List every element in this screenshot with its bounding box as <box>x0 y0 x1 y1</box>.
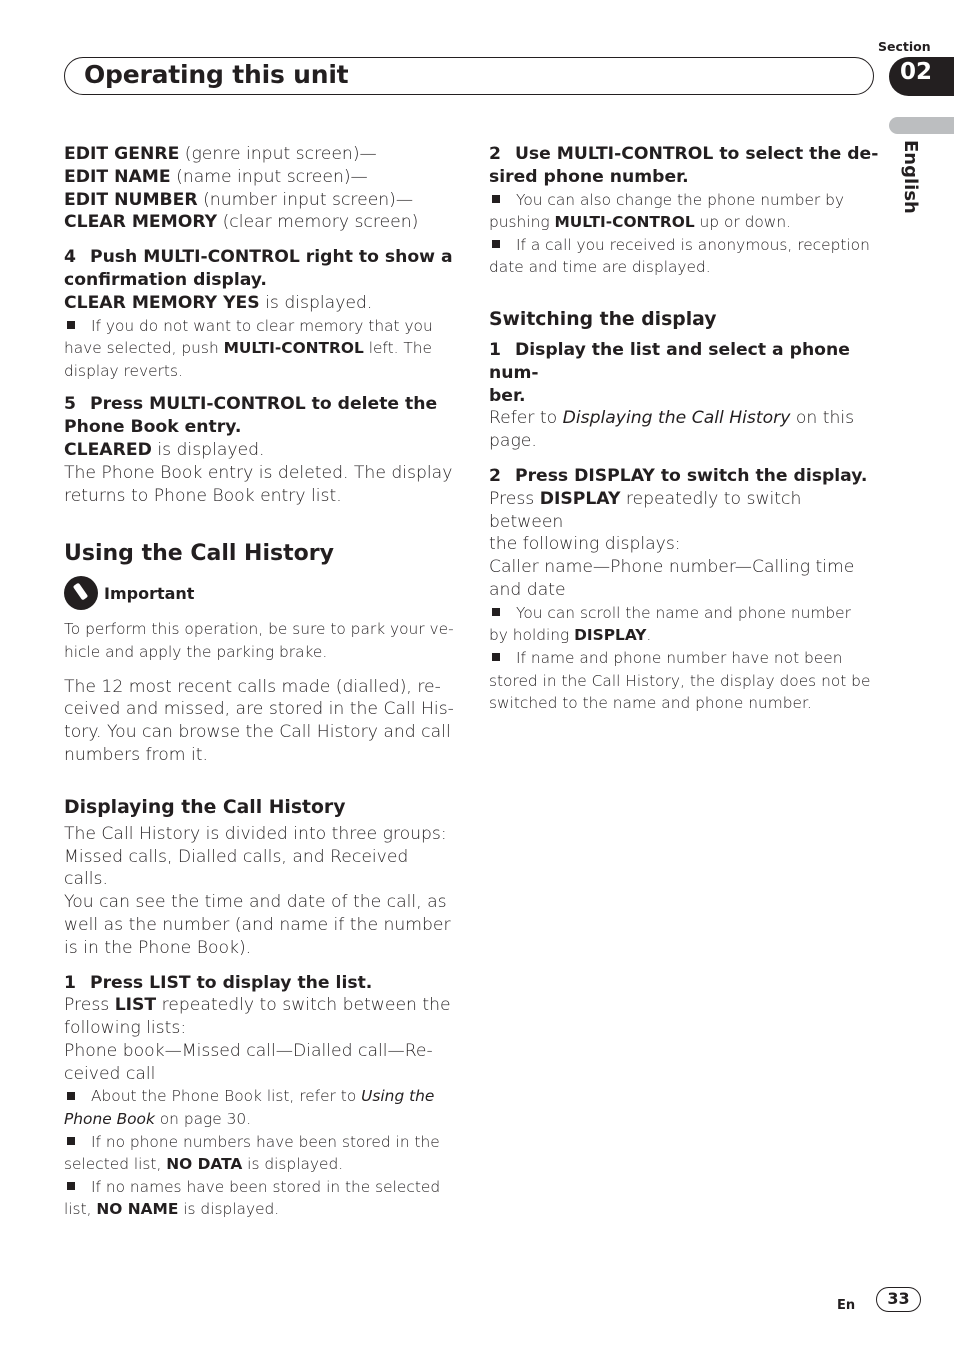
step-heading: ber. <box>489 385 526 406</box>
bullet-square-icon <box>67 321 75 329</box>
call-history-section: Using the Call History Important To perform this operation, be sure to park your ve- hicle and apply the parking brake. The 12 most recent calls made (dialled), re- ceived and missed, are stored in the Call His- tory. You can browse the Call History and call numbers from it. <box>64 541 456 766</box>
note: If no phone numbers have been stored in the <box>64 1131 456 1154</box>
note: You can also change the phone number by <box>489 189 881 212</box>
step-result: CLEAR MEMORY YES is displayed. <box>64 292 373 313</box>
step-5: 5 Press MULTI-CONTROL to delete the Phone Book entry. CLEARED is displayed. The Phone Book entry is deleted. The display returns to Phone Book entry list. <box>64 393 456 507</box>
step-heading: 2 Use MULTI-CONTROL to select the de- <box>489 144 879 164</box>
note: If no names have been stored in the selected <box>64 1176 456 1199</box>
step-heading: 1 Press LIST to display the list. <box>64 972 373 993</box>
subsection-heading: Displaying the Call History <box>64 796 346 818</box>
section-label: Section <box>878 39 931 54</box>
bullet-square-icon <box>67 1182 75 1190</box>
step-2-select: 2 Use MULTI-CONTROL to select the de- sired phone number. You can also change the phone number by pushing MULTI-CONTROL up or down. If a call you received is anonymous, reception date and time are displayed. <box>489 143 881 279</box>
note: About the Phone Book list, refer to Using the <box>64 1085 456 1108</box>
bullet-square-icon <box>492 653 500 661</box>
bullet-square-icon <box>492 240 500 248</box>
step-result: CLEARED is displayed. <box>64 439 265 460</box>
page-title: Operating this unit <box>84 60 349 89</box>
step-heading: 4 Push MULTI-CONTROL right to show a <box>64 247 453 268</box>
step-heading: 5 Press MULTI-CONTROL to delete the <box>64 394 438 415</box>
important-label: Important <box>104 583 195 603</box>
language-tab-bar <box>889 117 954 134</box>
note: You can scroll the name and phone number <box>489 602 881 625</box>
bullet-square-icon <box>67 1137 75 1145</box>
section-number-badge: 02 <box>889 57 954 96</box>
page-number: 33 <box>876 1287 921 1312</box>
step-heading: 2 Press DISPLAY to switch the display. <box>489 465 868 486</box>
bullet-square-icon <box>492 608 500 616</box>
switching-section: Switching the display 1 Display the list and select a phone num- ber. Refer to Displaying the Call History on this page. 2 Press DISPLAY to switch the display. Press DISPLAY repeatedly to switch between the following displays: Caller name—Phone number—Calling time and date You can scroll the name and phone number by holding DISPLAY. If name and phone number have not been stored in the Call History, the display does not be switched to the name and phone number. <box>489 309 881 715</box>
left-column <box>64 143 456 1221</box>
subsection-heading: Switching the display <box>489 308 717 330</box>
edit-list-item: EDIT NAME (name input screen)— <box>64 166 368 187</box>
bullet-square-icon <box>492 195 500 203</box>
language-label: English <box>900 140 921 214</box>
note: If you do not want to clear memory that you <box>64 315 456 338</box>
important-hand-icon <box>64 576 98 610</box>
important-box <box>64 576 456 610</box>
step-heading: confirmation display. <box>64 269 267 290</box>
footer-language-abbrev: En <box>837 1298 856 1313</box>
edit-list <box>64 143 456 234</box>
step-heading: Phone Book entry. <box>64 417 242 438</box>
bullet-square-icon <box>67 1092 75 1100</box>
edit-list-item: CLEAR MEMORY (clear memory screen) <box>64 212 419 233</box>
section-heading: Using the Call History <box>64 541 334 567</box>
step-heading: sired phone number. <box>489 166 689 187</box>
edit-list-item: EDIT NUMBER (number input screen)— <box>64 189 414 210</box>
right-column <box>489 143 881 715</box>
note: If name and phone number have not been <box>489 647 881 670</box>
edit-list-item: EDIT GENRE (genre input screen)— <box>64 144 377 164</box>
step-4: 4 Push MULTI-CONTROL right to show a confirmation display. CLEAR MEMORY YES is displayed. If you do not want to clear memory that you have selected, push MULTI-CONTROL left. The display reverts. <box>64 246 456 382</box>
note: If a call you received is anonymous, reception <box>489 234 881 257</box>
step-heading: 1 Display the list and select a phone num- <box>489 339 850 383</box>
displaying-section: Displaying the Call History The Call History is divided into three groups: Missed calls, Dialled calls, and Received calls. You can see the time and date of the call, as well as the number (and name if the number is in the Phone Book). 1 Press LIST to display the list. Press LIST repeatedly to switch between the following lists: Phone book—Missed call—Dialled call—Re- ceived call About the Phone Book list, refer to Using the Phone Book on page 30. If no phone numbers have been stored in the selected list, NO DATA is displayed. If no names have been stored in the selected list, NO NAME is displayed. <box>64 797 456 1221</box>
